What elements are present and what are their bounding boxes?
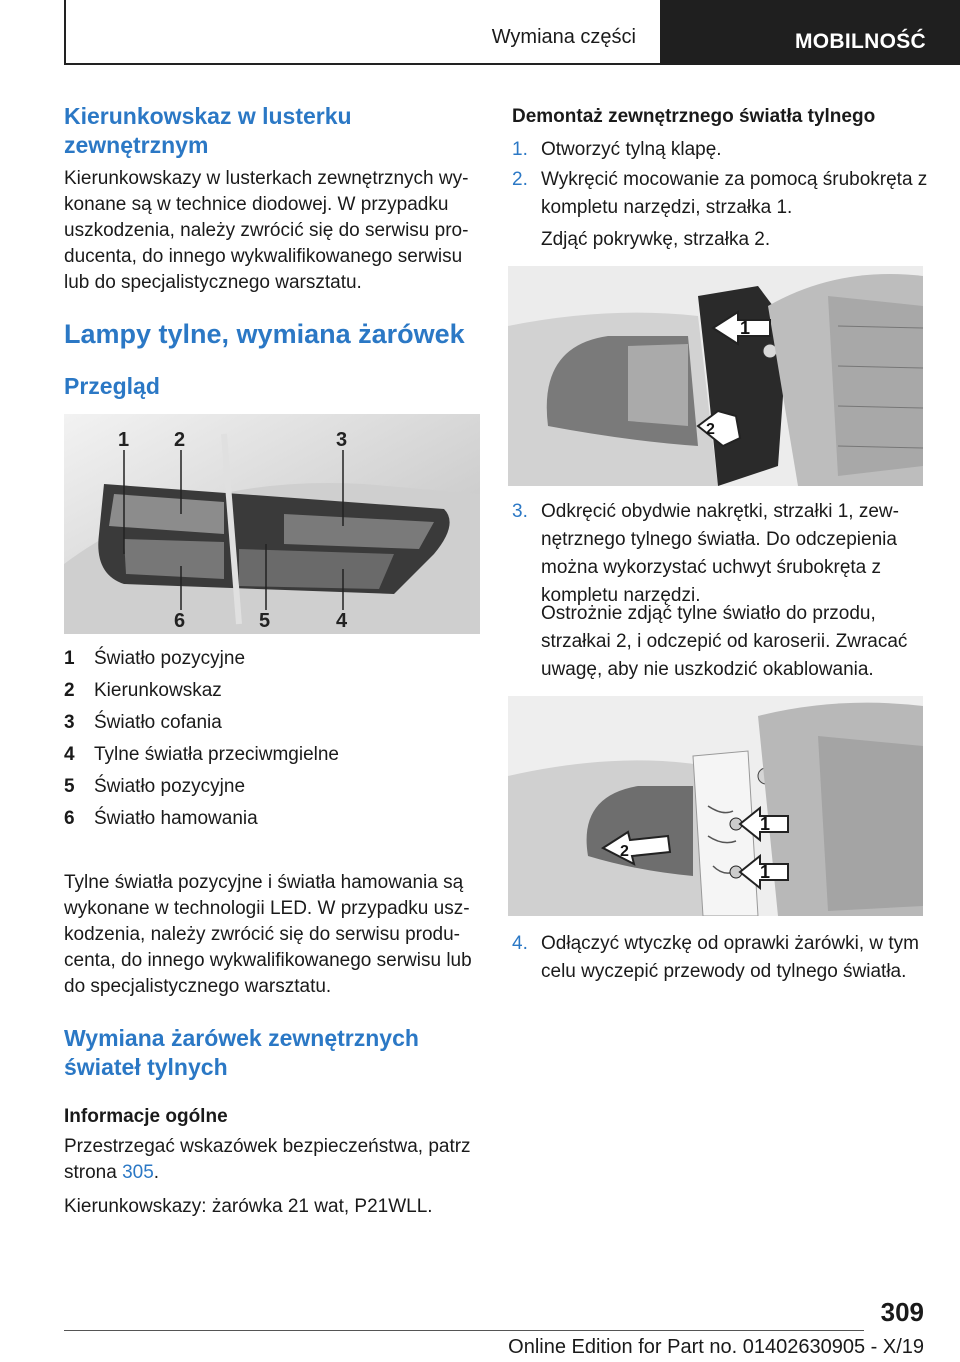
figure-label-3: 3 <box>336 429 348 451</box>
figure-label-4: 4 <box>336 610 348 632</box>
legend-number: 4 <box>64 744 75 765</box>
arrow-label-1a: 1 <box>760 814 771 834</box>
step-text: Zdjąć pokrywkę, strzałka 2. <box>541 229 771 250</box>
step-number: 4. <box>512 933 528 954</box>
page-number: 309 <box>880 1297 924 1327</box>
general-paragraph <box>64 1134 480 1186</box>
removal-subheading: Demontaż zewnętrznego światła tylnego <box>512 106 876 127</box>
legend-number: 3 <box>64 712 75 733</box>
step-text: Ostrożnie zdjąć tylne światło do przodu, strzałkai 2, i odczepić od karoserii. Zwracać uwagę, aby nie uszkodzić okablowania. <box>541 603 908 680</box>
legend-text: Światło pozycyjne <box>94 648 246 669</box>
legend-number: 1 <box>64 648 75 669</box>
arrow-label-1: 1 <box>740 318 751 338</box>
nut-removal-figure <box>508 696 923 916</box>
replace-heading: Wymiana żarówek zewnętrznych świateł tylnych <box>64 1025 419 1080</box>
arrow-label-1b: 1 <box>760 862 771 882</box>
legend-text: Światło hamowania <box>94 808 258 829</box>
step-text: Odkręcić obydwie nakrętki, strzałki 1, zew-nętrznego tylnego światła. Do odczepienia można wykorzystać uchwyt śrubokręta z kompletu narzędzi. <box>541 501 899 606</box>
arrow-label-2: 2 <box>620 843 629 860</box>
header-rule-bottom <box>64 63 660 65</box>
footer-rule <box>64 1330 864 1331</box>
lamps-heading: Lampy tylne, wymiana żarówek <box>64 319 465 349</box>
figure-label-2: 2 <box>174 429 186 451</box>
arrow-label-2: 2 <box>706 421 715 438</box>
mirror-paragraph: Kierunkowskazy w lusterkach zewnętrznych wy-konane są w technice diodowej. W przypadku uszkodzenia, należy zwrócić się do serwisu pro-ducenta, do innego wykwalifikowanego serwisu lub do specjalistycznego warsztatu. <box>64 168 469 293</box>
led-paragraph: Tylne światła pozycyjne i światła hamowania są wykonane w technologii LED. W przypadku usz-kodzenia, należy zwrócić się do serwisu produ-centa, do innego wykwalifikowanego serwisu lub do specjalistycznego warsztatu. <box>64 872 472 997</box>
legend-text: Tylne światła przeciwmgielne <box>94 744 339 765</box>
header-rule-left <box>64 0 66 64</box>
step-text: Odłączyć wtyczkę od oprawki żarówki, w tym celu wyczepić przewody od tylnego światła. <box>541 933 919 982</box>
nut-removal-illustration <box>508 696 923 916</box>
legend-number: 6 <box>64 808 75 829</box>
step-text: Wykręcić mocowanie za pomocą śrubokręta z kompletu narzędzi, strzałka 1. <box>541 169 928 218</box>
figure-label-5: 5 <box>259 610 271 632</box>
tail-lamp-overview-illustration <box>64 414 480 634</box>
tail-lamp-overview-figure <box>64 414 480 634</box>
legend-text: Światło cofania <box>94 712 222 733</box>
header-section-title: Wymiana części <box>491 26 636 48</box>
header-chapter-tab <box>660 0 960 65</box>
legend-text: Kierunkowskaz <box>94 680 222 701</box>
header-chapter-label: MOBILNOŚĆ <box>794 29 926 53</box>
general-text: Przestrzegać wskazówek bezpieczeństwa, patrz strona <box>64 1136 471 1183</box>
figure-label-6: 6 <box>174 610 186 632</box>
legend-number: 5 <box>64 776 75 797</box>
general-subheading: Informacje ogólne <box>64 1106 228 1127</box>
step-number: 3. <box>512 501 528 522</box>
cover-removal-illustration <box>508 266 923 486</box>
figure-label-1: 1 <box>118 429 130 451</box>
mirror-heading: Kierunkowskaz w lusterku zewnętrznym <box>64 103 352 158</box>
legend-number: 2 <box>64 680 75 701</box>
overview-heading: Przegląd <box>64 373 160 399</box>
general-text-end: . <box>153 1162 160 1183</box>
legend-text: Światło pozycyjne <box>94 776 246 797</box>
bulb-paragraph: Kierunkowskazy: żarówka 21 wat, P21WLL. <box>64 1196 433 1217</box>
cover-removal-figure <box>508 266 923 486</box>
step-text: Otworzyć tylną klapę. <box>541 139 722 160</box>
step-number: 2. <box>512 169 528 190</box>
footer-edition: Online Edition for Part no. 01402630905 - X/19 <box>508 1336 924 1358</box>
page-reference-link[interactable]: 305 <box>122 1162 154 1183</box>
step-number: 1. <box>512 139 528 160</box>
